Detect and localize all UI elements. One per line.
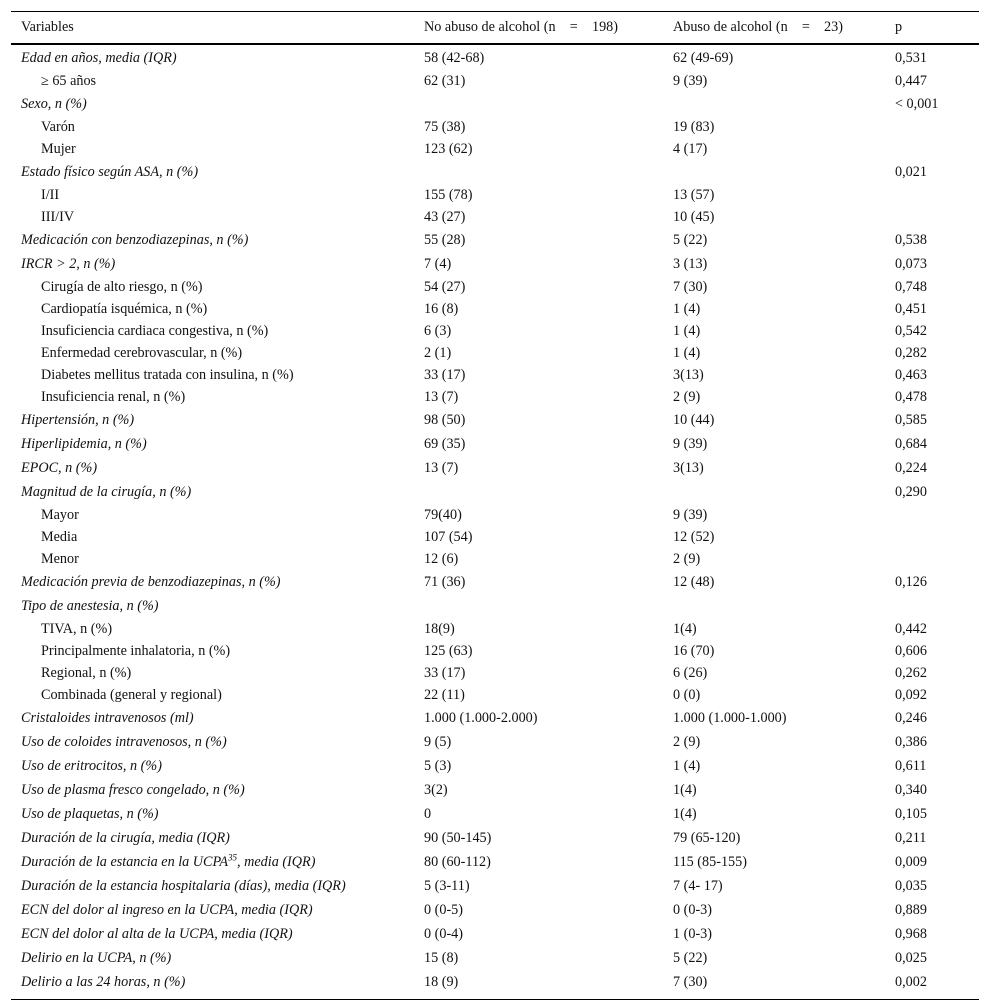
variable-label: Delirio en la UCPA, n (%) [21,950,172,966]
cell-no-abuso [414,93,663,117]
cell-abuso: 1.000 (1.000-1.000) [673,710,787,726]
cell-p-value: 0,073 [895,256,927,272]
cell-abuso: 19 (83) [673,119,715,135]
cell-abuso: 5 (22) [673,232,708,248]
cell-no-abuso: 12 (6) [424,551,459,567]
cell-abuso: 12 (52) [673,529,715,545]
cell-no-abuso: 62 (31) [424,73,466,89]
cell-p-value: 0,585 [895,412,927,428]
variable-label: IRCR > 2, n (%) [21,256,116,272]
variable-label: EPOC, n (%) [21,460,98,476]
table-row [11,457,979,481]
variable-label: Sexo, n (%) [21,96,87,112]
variable-label-suffix: , media (IQR) [237,854,316,870]
cell-p-value [885,139,979,161]
cell-variable [11,827,414,851]
cell-p-value: 0,092 [895,687,927,703]
variable-label: Insuficiencia cardiaca congestiva, n (%) [41,323,269,339]
cell-p-value: 0,606 [895,643,927,659]
header-p: p [885,12,979,44]
cell-abuso: 9 (39) [673,73,708,89]
cell-abuso [663,481,885,505]
cell-no-abuso: 58 (42-68) [424,50,485,66]
table-row [11,971,979,1000]
header-variables: Variables [11,12,414,44]
cell-abuso: 2 (9) [673,551,701,567]
table-row [11,731,979,755]
cell-p-value: 0,538 [895,232,927,248]
cell-variable [11,923,414,947]
table-row [11,161,979,185]
variable-label: Hipertensión, n (%) [21,412,135,428]
cell-variable [11,365,414,387]
data-table [11,11,979,1000]
cell-abuso: 3(13) [673,460,704,476]
variable-label: Cirugía de alto riesgo, n (%) [41,279,203,295]
cell-p-value [885,505,979,527]
cell-variable [11,409,414,433]
table-row [11,299,979,321]
cell-abuso: 2 (9) [673,734,701,750]
header-row [11,12,979,44]
cell-variable [11,707,414,731]
cell-no-abuso: 5 (3-11) [424,878,470,894]
table-row [11,851,979,875]
table-row [11,93,979,117]
reference-superscript: 35 [228,852,238,863]
cell-no-abuso: 9 (5) [424,734,452,750]
cell-abuso: 9 (39) [673,507,708,523]
cell-variable [11,505,414,527]
variable-label: Medicación previa de benzodiazepinas, n (%) [21,574,281,590]
cell-no-abuso: 33 (17) [424,665,466,681]
cell-variable [11,277,414,299]
table-row [11,44,979,71]
variable-label: ECN del dolor al alta de la UCPA, media (IQR) [21,926,293,942]
table-row [11,549,979,571]
cell-variable [11,433,414,457]
cell-no-abuso: 7 (4) [424,256,452,272]
cell-abuso: 1(4) [673,621,697,637]
cell-p-value: 0,211 [895,830,927,846]
variable-label: ECN del dolor al ingreso en la UCPA, media (IQR) [21,902,313,918]
variable-label: Delirio a las 24 horas, n (%) [21,974,186,990]
variable-label: Tipo de anestesia, n (%) [21,598,159,614]
cell-p-value: 0,340 [895,782,927,798]
cell-p-value: 0,889 [895,902,927,918]
variable-label: Insuficiencia renal, n (%) [41,389,186,405]
cell-variable [11,685,414,707]
cell-no-abuso: 90 (50-145) [424,830,492,846]
cell-variable [11,549,414,571]
cell-no-abuso [414,161,663,185]
cell-abuso: 0 (0-3) [673,902,713,918]
cell-variable [11,185,414,207]
cell-abuso: 3(13) [673,367,704,383]
table-body [11,44,979,1000]
table-row [11,685,979,707]
cell-variable [11,93,414,117]
table-row [11,433,979,457]
cell-no-abuso: 43 (27) [424,209,466,225]
cell-no-abuso: 0 [424,806,432,822]
cell-variable [11,595,414,619]
variable-label: TIVA, n (%) [41,621,113,637]
variable-label: Uso de eritrocitos, n (%) [21,758,162,774]
cell-no-abuso [414,481,663,505]
cell-variable [11,875,414,899]
cell-abuso: 1(4) [673,806,697,822]
cell-p-value: 0,451 [895,301,927,317]
cell-variable [11,299,414,321]
table-row [11,641,979,663]
cell-no-abuso: 0 (0-4) [424,926,464,942]
cell-no-abuso: 0 (0-5) [424,902,464,918]
table-row [11,505,979,527]
table-header [11,12,979,44]
cell-abuso: 10 (44) [673,412,715,428]
cell-abuso: 7 (4- 17) [673,878,723,894]
cell-abuso: 13 (57) [673,187,715,203]
cell-no-abuso: 18 (9) [414,971,663,1000]
cell-p-value: 0,542 [895,323,927,339]
cell-p-value [885,595,979,619]
table-row [11,365,979,387]
table-row [11,707,979,731]
cell-no-abuso: 5 (3) [424,758,452,774]
cell-abuso: 4 (17) [673,141,708,157]
cell-p-value: 0,478 [895,389,927,405]
cell-variable [11,947,414,971]
cell-p-value [885,549,979,571]
cell-variable [11,731,414,755]
variable-label: ≥ 65 años [41,73,97,89]
variable-label: Edad en años, media (IQR) [21,50,177,66]
cell-p-value [885,207,979,229]
cell-variable [11,253,414,277]
variable-label: Regional, n (%) [41,665,132,681]
table-row [11,923,979,947]
variable-label: Combinada (general y regional) [41,687,222,703]
cell-p-value: 0,282 [895,345,927,361]
cell-variable [11,44,414,71]
table-row [11,803,979,827]
cell-p-value: 0,224 [895,460,927,476]
variable-label: Duración de la estancia en la UCPA [21,854,229,870]
variable-label: Cardiopatía isquémica, n (%) [41,301,208,317]
cell-no-abuso: 155 (78) [424,187,473,203]
cell-abuso [663,93,885,117]
cell-no-abuso: 75 (38) [424,119,466,135]
variable-label: Media [41,529,78,545]
table-row [11,409,979,433]
header-no-abuso: No abuso de alcohol (n = 198) [414,12,663,44]
cell-p-value: 0,968 [895,926,927,942]
cell-variable [11,457,414,481]
variable-label: Mayor [41,507,79,523]
cell-no-abuso: 107 (54) [424,529,473,545]
variable-label: Uso de coloides intravenosos, n (%) [21,734,227,750]
cell-p-value: 0,262 [895,665,927,681]
table-row [11,595,979,619]
cell-no-abuso: 22 (11) [424,687,465,703]
cell-variable [11,71,414,93]
cell-p-value: 0,684 [895,436,927,452]
cell-abuso: 1 (4) [673,301,701,317]
cell-abuso: 79 (65-120) [673,830,741,846]
cell-variable [11,619,414,641]
cell-no-abuso: 79(40) [424,507,462,523]
cell-variable [11,321,414,343]
cell-p-value: 0,246 [895,710,927,726]
table-row [11,185,979,207]
variable-label: Estado físico según ASA, n (%) [21,164,199,180]
cell-variable [11,641,414,663]
variable-label: Diabetes mellitus tratada con insulina, n (%) [41,367,294,383]
cell-variable [11,229,414,253]
table-row [11,875,979,899]
cell-p-value: 0,009 [895,854,927,870]
table-row [11,663,979,685]
cell-abuso: 3 (13) [673,256,708,272]
table-row [11,947,979,971]
cell-abuso: 10 (45) [673,209,715,225]
cell-p-value: 0,035 [895,878,927,894]
cell-variable [11,571,414,595]
header-abuso: Abuso de alcohol (n = 23) [663,12,885,44]
variable-label: Varón [41,119,75,135]
cell-variable [11,343,414,365]
variable-label: Hiperlipidemia, n (%) [21,436,147,452]
cell-abuso: 7 (30) [673,279,708,295]
cell-no-abuso: 80 (60-112) [424,854,491,870]
cell-no-abuso: 69 (35) [424,436,466,452]
table-row [11,117,979,139]
cell-no-abuso: 54 (27) [424,279,466,295]
table-row [11,253,979,277]
cell-abuso: 1 (0-3) [673,926,713,942]
cell-abuso: 1 (4) [673,323,701,339]
cell-p-value: 0,447 [895,73,927,89]
cell-abuso: 115 (85-155) [673,854,747,870]
table-row [11,899,979,923]
cell-p-value: 0,531 [895,50,927,66]
variable-label: I/II [41,187,60,203]
cell-no-abuso: 13 (7) [424,460,459,476]
cell-p-value: < 0,001 [895,96,939,112]
cell-variable [11,899,414,923]
cell-abuso: 1(4) [673,782,697,798]
cell-p-value: 0,463 [895,367,927,383]
cell-variable [11,207,414,229]
variable-label: Principalmente inhalatoria, n (%) [41,643,231,659]
variable-label: Duración de la cirugía, media (IQR) [21,830,230,846]
cell-p-value: 0,002 [885,971,979,1000]
variable-label: Enfermedad cerebrovascular, n (%) [41,345,243,361]
cell-p-value: 0,021 [895,164,927,180]
table-row [11,343,979,365]
table-row [11,71,979,93]
cell-p-value [885,185,979,207]
table-row [11,229,979,253]
table-container [11,11,979,1000]
cell-no-abuso: 33 (17) [424,367,466,383]
cell-abuso: 16 (70) [673,643,715,659]
table-row [11,277,979,299]
cell-no-abuso: 16 (8) [424,301,459,317]
cell-p-value: 0,105 [895,806,927,822]
cell-p-value [885,527,979,549]
cell-abuso: 0 (0) [673,687,701,703]
table-row [11,827,979,851]
table-row [11,139,979,161]
cell-variable [11,139,414,161]
cell-p-value: 0,611 [895,758,927,774]
cell-abuso [663,595,885,619]
cell-variable [11,971,414,1000]
cell-variable [11,161,414,185]
table-row [11,481,979,505]
cell-abuso: 12 (48) [673,574,715,590]
cell-no-abuso: 2 (1) [424,345,452,361]
variable-label: Medicación con benzodiazepinas, n (%) [21,232,249,248]
cell-no-abuso: 98 (50) [424,412,466,428]
cell-no-abuso: 1.000 (1.000-2.000) [424,710,538,726]
cell-variable [11,387,414,409]
variable-label: Duración de la estancia hospitalaria (días), media (IQR) [21,878,346,894]
cell-abuso: 9 (39) [673,436,708,452]
cell-abuso: 2 (9) [673,389,701,405]
cell-variable [11,755,414,779]
cell-p-value [885,117,979,139]
cell-abuso: 1 (4) [673,758,701,774]
cell-p-value: 0,126 [895,574,927,590]
cell-p-value: 0,748 [895,279,927,295]
table-row [11,387,979,409]
cell-no-abuso: 13 (7) [424,389,459,405]
cell-variable [11,481,414,505]
table-row [11,321,979,343]
cell-no-abuso: 55 (28) [424,232,466,248]
cell-abuso: 62 (49-69) [673,50,734,66]
variable-label: Menor [41,551,79,567]
cell-no-abuso: 18(9) [424,621,455,637]
table-row [11,207,979,229]
cell-no-abuso: 6 (3) [424,323,452,339]
table-row [11,527,979,549]
cell-abuso: 6 (26) [673,665,708,681]
variable-label: Magnitud de la cirugía, n (%) [21,484,192,500]
cell-no-abuso: 125 (63) [424,643,473,659]
cell-no-abuso [414,595,663,619]
cell-no-abuso: 3(2) [424,782,448,798]
cell-p-value: 0,442 [895,621,927,637]
variable-label: Uso de plaquetas, n (%) [21,806,159,822]
table-row [11,755,979,779]
variable-label: Mujer [41,141,76,157]
variable-label: Cristaloides intravenosos (ml) [21,710,194,726]
cell-variable [11,803,414,827]
table-row [11,571,979,595]
variable-label: III/IV [41,209,75,225]
cell-abuso [663,161,885,185]
variable-label: Uso de plasma fresco congelado, n (%) [21,782,245,798]
cell-variable [11,117,414,139]
cell-abuso: 1 (4) [673,345,701,361]
cell-variable [11,663,414,685]
cell-p-value: 0,290 [895,484,927,500]
cell-no-abuso: 123 (62) [424,141,473,157]
cell-p-value: 0,386 [895,734,927,750]
cell-abuso: 5 (22) [673,950,708,966]
cell-variable [11,851,414,875]
table-row [11,619,979,641]
cell-no-abuso: 71 (36) [424,574,466,590]
cell-variable [11,527,414,549]
table-row [11,779,979,803]
cell-p-value: 0,025 [895,950,927,966]
cell-abuso: 7 (30) [663,971,885,1000]
cell-variable [11,779,414,803]
cell-no-abuso: 15 (8) [424,950,459,966]
